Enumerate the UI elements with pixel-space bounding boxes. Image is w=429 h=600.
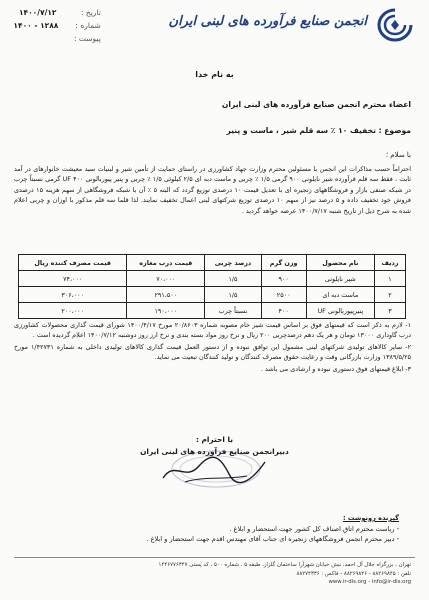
column-header: قیمت درب مغازه <box>127 255 205 271</box>
table-cell: پنیرپیوربالونی UF <box>306 303 374 319</box>
cc-section <box>146 513 399 545</box>
table-cell: ۹۰۰ <box>261 271 306 287</box>
signatory-title: دبیرانجمن صنایع فرآورده های لبنی ایران <box>140 447 289 456</box>
footer-divider <box>14 557 415 558</box>
column-header: نام محصول <box>306 255 374 271</box>
column-header: قیمت مصرف کننده ریال <box>19 255 127 271</box>
number-label: شماره : <box>75 21 101 30</box>
closing-greeting: با احترام : <box>195 435 234 444</box>
table-cell: شیر نایلونی <box>306 271 374 287</box>
table-row <box>19 271 406 287</box>
date-label: تاریخ : <box>80 8 101 17</box>
table-cell: ۷۴،۰۰۰ <box>19 271 127 287</box>
table-row <box>19 303 406 319</box>
table-cell: ۱/۵ <box>205 287 261 303</box>
column-header: ردیف <box>375 255 406 271</box>
closing-block <box>0 434 429 458</box>
greeting: با سلام ؛ <box>385 151 411 159</box>
body-paragraph: احتراماً حسب مذاکرات این انجمن با مسئولین محترم وزارت جهاد کشاورزی در راستای حمایت از تأمین شیر و لبنیات سبد معیشت خانوارهای در آمد ثابت ، فقط سه قلم فرآورده شیر نایلونی ۹۰۰ گرمی ۱/۵ ٪ چربی و ماست دبه ای ۲/۵ کیلوئی ۱/۵ ٪ چربی و پنیر پیوربالونی UF ۴۰۰ گرمی نسبتاً چرب در شبکه صنفی بازار و فروشگاههای زنجیره ای با تعدیل قیمت ۱۰ درصدی توزیع گردد که البته ۵ ٪ آن با شبکه فروشگاهی از سهم هزینه ۱۵ درصدی فروش خود تخفیف داده و ۵ درصد نیز از سهم ۱۰ درصدی توزیع شرکتهای لبنی اعمال تخفیف نمایند. لذا قلما سه قلم مذکور با اوزان و چربی اعلام شده به شرح ذیل از تاریخ شنبه ۱۴۰۰/۷/۱۷ عرضه خواهد گردید . <box>14 165 412 215</box>
cc-title: گیرنده رونوشت : <box>342 514 399 522</box>
note-item: ۳- ابلاغ قیمتهای فوق دستوری نبوده و ارشادی می باشد . <box>260 364 411 373</box>
association-logo-icon <box>375 8 415 42</box>
letter-meta <box>12 8 101 47</box>
column-header: درصد چربی <box>205 255 261 271</box>
table-row <box>19 287 406 303</box>
table-cell: ۷۰،۰۰۰ <box>127 271 205 287</box>
column-header: وزن گرم <box>261 255 306 271</box>
footer <box>60 561 411 587</box>
table-cell: ۳۰۶،۰۰۰ <box>19 287 127 303</box>
table-cell: ۱/۵ <box>205 271 261 287</box>
table-cell: ۳ <box>375 303 406 319</box>
table-cell: ۱۹۰،۰۰۰ <box>127 303 205 319</box>
table-cell: ماست دبه ای <box>306 287 374 303</box>
table-cell: ۴۰۰ <box>261 303 306 319</box>
table-cell: ۲۹۱،۵۰۰ <box>127 287 205 303</box>
table-header-row <box>19 255 406 271</box>
footer-address: تهران ، بزرگراه جلال آل احمد، نبش خیابان شهرآرا ساختمان گلزار، طبقه ۵ ، شماره ۵۰۰ ، کد پستی ۱۴۴۶۷۷۶۳۴۷ <box>158 562 411 568</box>
cc-item: - ریاست محترم اتاق اصناف کل کشور جهت استحضار و ابلاغ . <box>229 524 399 533</box>
date-value: ۱۴۰۰/۷/۱۲ <box>18 8 57 17</box>
org-name: انجمن صنایع فرآورده های لبنی ایران <box>168 14 367 29</box>
note-item: ۱- لازم به ذکر است که قیمتهای فوق بر اساس قیمت شیر خام مصوبه شماره ۲۰/۸۶۰۳ مورخ ۱۴۰۰/۴/۱۷ شورای قیمت گذاری محصولات کشاورزی درب گاوداری ۱۳۰۰۰ تومان و هر یک دهم درصدچربی ۲۰۰ ریال و نرخ روز مواد بسته بندی و نرخ ارز روز دوشنبه ۱۴۰۰/۷/۱۲ اعلام گردیده است . <box>14 321 411 340</box>
table-cell: ۱ <box>375 271 406 287</box>
price-table <box>18 254 406 319</box>
notes-section <box>14 320 411 375</box>
footer-web: www.ir-dis.org - info@ir-dis.org <box>328 579 411 586</box>
attachment-label: پیوست : <box>74 34 101 43</box>
recipient: اعضاء محترم انجمن صنایع فرآورده های لبنی ایران <box>221 100 411 109</box>
note-item: ۲- سایر کالاهای تولیدی شرکتهای لبنی مشمول این توافق نبوده و از دستور العمل قیمت گذاری کالاهای تولیدی داخلی به شماره ۱/۴۲۷۳۱ مورخ ۱۳۸۹/۵/۲۵ وزارت بازرگانی وقت و رعایت حقوق مصرف کنندگان و تولید کنندگان تبعیت می نماید. <box>14 342 411 362</box>
table-cell: ۲ <box>375 287 406 303</box>
footer-contact: تلفن : ۸۸۲۶۹۸۴۵ - ۸۸۲۶۹۸۴۶ - فاکس : ۸۸۲۷۴۳۳۶ <box>296 570 411 577</box>
number-value: ۱۴۰۰ - ۱۲۸۸ <box>13 21 59 30</box>
subject: موضوع : تخفیف ۱۰ ٪ سه قلم شیر ، ماست و پنیر <box>226 126 411 135</box>
bismillah: به نام خدا <box>195 70 234 79</box>
table-cell: ۲۰۰،۰۰۰ <box>19 303 127 319</box>
table-cell: ۲۵۰۰ <box>261 287 306 303</box>
table-cell: نسبتاً چرب <box>205 303 261 319</box>
cc-item: - دبیر محترم انجمن فروشگاههای زنجیره ای جناب آقای مهندس اقدم جهت استحضار و ابلاغ . <box>146 535 399 543</box>
